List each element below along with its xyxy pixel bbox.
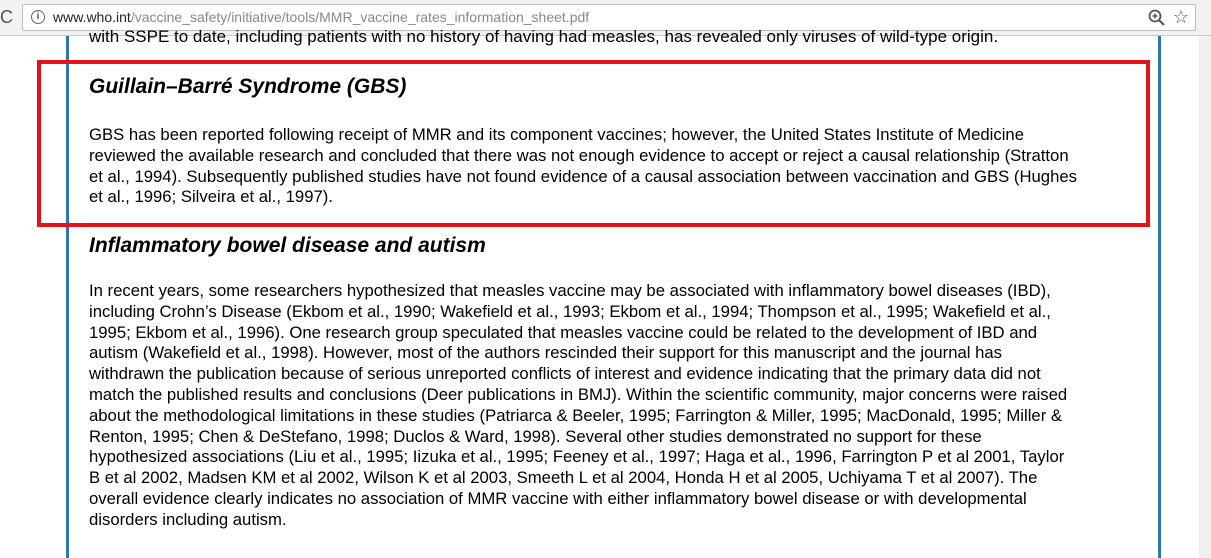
cut-off-text-line: with SSPE to date, including patients with no history of having had measles, has revealed only viruses of wild-type origin. — [89, 27, 999, 46]
paragraph-line: reviewed the available research and concluded that there was not enough evidence to accept or reject a causal relationship (Stratton — [89, 145, 1069, 165]
paragraph-line: 1995; Ekbom et al., 1996). One research group speculated that measles vaccine could be related to the development of IBD and — [89, 322, 1038, 342]
paragraph-line: et al., 1994). Subsequently published studies have not found evidence of a causal association between vaccination and GBS (Hughes — [89, 166, 1077, 186]
paragraph-line: withdrawn the publication because of serious unreported conflicts of interest and evidence indicating that the primary data did not — [89, 364, 1041, 384]
paragraph-line: autism (Wakefield et al., 1998). However, most of the authors rescinded their support for this manuscript and the journal has — [89, 343, 1003, 363]
gbs-paragraph — [89, 125, 1149, 208]
paragraph-line: about the methodological limitations in these studies (Patriarca & Beeler, 1995; Farrington & Miller, 1995; MacDonald, 1995; Miller & — [89, 405, 1063, 425]
info-icon[interactable]: i — [31, 10, 45, 24]
reload-icon[interactable]: C — [0, 7, 13, 27]
paragraph-line: In recent years, some researchers hypothesized that measles vaccine may be associated with inflammatory bowel diseases (IBD), — [89, 281, 1051, 300]
paragraph-line: hypothesized associations (Liu et al., 1995; Iizuka et al., 1995; Feeney et al., 1997; Haga et al., 1996, Farrington P et al 2001, Taylor — [89, 447, 1065, 467]
paragraph-line: B et al 2002, Madsen KM et al 2002, Wilson K et al 2003, Smeeth L et al 2004, Honda H et al 2005, Uchiyama T et al 2007). The — [89, 468, 1038, 488]
zoom-icon[interactable] — [1147, 8, 1167, 28]
scrollbar[interactable] — [1199, 36, 1211, 558]
gbs-heading: Guillain–Barré Syndrome (GBS) — [89, 75, 407, 98]
paragraph-line: GBS has been reported following receipt of MMR and its component vaccines; however, the United States Institute of Medicine — [89, 125, 1024, 144]
paragraph-line: overall evidence clearly indicates no association of MMR vaccine with either inflammatory bowel disease or with developmental — [89, 488, 1027, 508]
url-path: /vaccine_safety/initiative/tools/MMR_vaccine_rates_information_sheet.pdf — [130, 9, 590, 25]
paragraph-line: disorders including autism. — [89, 509, 287, 529]
url-host: www.who.int — [53, 9, 131, 25]
ibd-paragraph — [89, 281, 1149, 531]
ibd-heading: Inflammatory bowel disease and autism — [89, 234, 486, 257]
paragraph-line: et al., 1996; Silveira et al., 1997). — [89, 187, 333, 207]
url-text[interactable] — [53, 9, 589, 25]
star-icon[interactable]: ☆ — [1172, 7, 1189, 27]
paragraph-line: including Crohn’s Disease (Ekbom et al., 1990; Wakefield et al., 1993; Ekbom et al., 1994; Thompson et al., 1995; Wakefield et al., — [89, 301, 1051, 321]
paragraph-line: match the published results and conclusions (Deer publications in BMJ). Within the scientific community, major concerns were raised — [89, 384, 1068, 404]
paragraph-line: Renton, 1995; Chen & DeStefano, 1998; Duclos & Ward, 1998). Several other studies demonstrated no support for these — [89, 426, 982, 446]
